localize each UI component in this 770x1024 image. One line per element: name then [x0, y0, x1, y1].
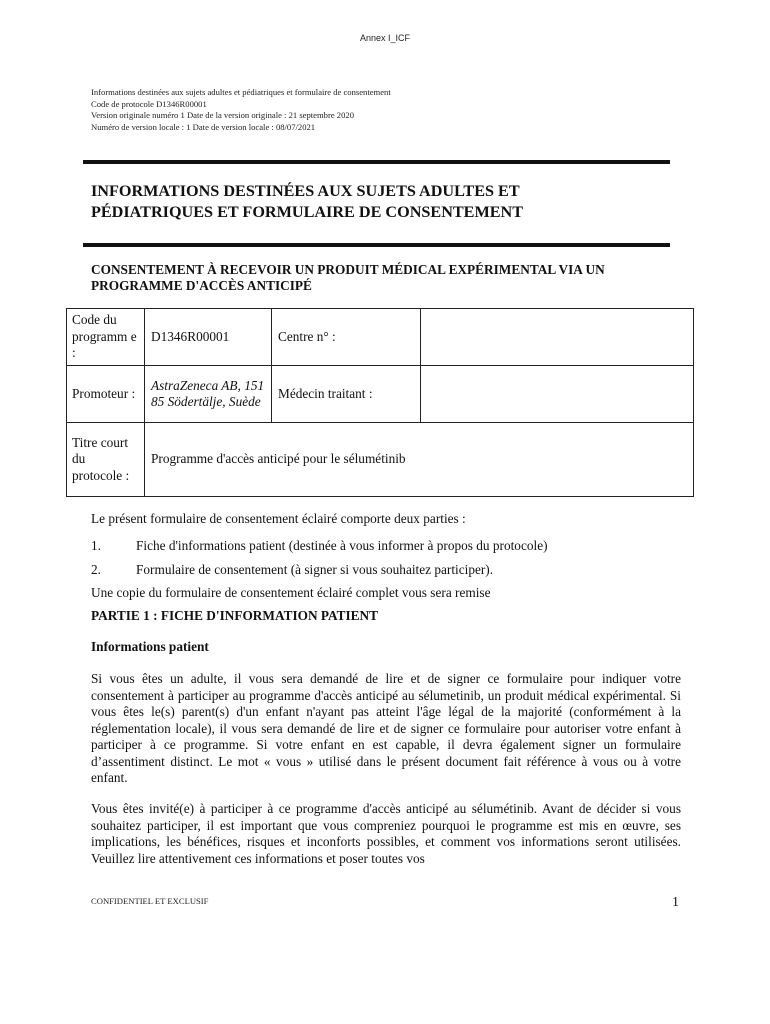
meta-line: Version originale numéro 1 Date de la version originale : 21 septembre 2020 — [91, 110, 354, 121]
title-top-rule — [83, 160, 670, 164]
table-row — [67, 423, 694, 497]
table-row — [67, 366, 694, 423]
document-subtitle — [91, 262, 681, 294]
center-number-value — [421, 309, 694, 366]
list-item — [91, 538, 548, 555]
list-text: Formulaire de consentement (à signer si vous souhaitez participer). — [136, 562, 494, 577]
program-code-value: D1346R00001 — [145, 309, 272, 366]
meta-line: Numéro de version locale : 1 Date de version locale : 08/07/2021 — [91, 121, 316, 132]
table-row — [67, 309, 694, 366]
center-number-label: Centre n° : — [272, 309, 421, 366]
meta-line: Informations destinées aux sujets adultes et pédiatriques et formulaire de consentement — [91, 87, 391, 97]
list-text: Fiche d'informations patient (destinée à vous informer à propos du protocole) — [136, 538, 548, 553]
document-title — [91, 181, 671, 223]
part-heading: PARTIE 1 : FICHE D'INFORMATION PATIENT — [91, 608, 379, 623]
list-number: 2. — [91, 562, 101, 577]
consent-intro: Le présent formulaire de consentement éclairé comporte deux parties : — [91, 511, 466, 526]
title-line-1: INFORMATIONS DESTINÉES AUX SUJETS ADULTES ET — [91, 182, 520, 200]
short-title-label: Titre court du protocole : — [67, 423, 145, 497]
sponsor-value: AstraZeneca AB, 151 85 Södertälje, Suède — [145, 366, 272, 423]
copy-notice: Une copie du formulaire de consentement éclairé complet vous sera remise — [91, 585, 491, 600]
subtitle-line-2: PROGRAMME D'ACCÈS ANTICIPÉ — [91, 278, 312, 293]
meta-line: Code de protocole D1346R00001 — [91, 98, 207, 109]
short-title-value: Programme d'accès anticipé pour le sélumétinib — [145, 423, 694, 497]
list-number: 1. — [91, 538, 101, 553]
title-line-2: PÉDIATRIQUES ET FORMULAIRE DE CONSENTEMENT — [91, 203, 524, 221]
confidential-footer: CONFIDENTIEL ET EXCLUSIF — [91, 896, 209, 906]
section-heading: Informations patient — [91, 639, 209, 654]
subtitle-line-1: CONSENTEMENT À RECEVOIR UN PRODUIT MÉDICAL EXPÉRIMENTAL VIA UN — [91, 262, 605, 277]
treating-physician-value — [421, 366, 694, 423]
list-item — [91, 562, 493, 579]
paragraph: Vous êtes invité(e) à participer à ce programme d'accès anticipé au sélumétinib. Avant de décider si vous souhaitez participer, il est important que vous compreniez pourquoi le programme est mis en œuvre, ses implications, les bénéfices, risques et inconforts possibles, et comment vos informations seront utilisées. Veuillez lire attentivement ces informations et poser toutes vos — [91, 801, 681, 866]
page-number: 1 — [672, 895, 679, 910]
protocol-info-table — [66, 308, 694, 497]
annex-label: Annex I_ICF — [359, 33, 411, 43]
paragraph: Si vous êtes un adulte, il vous sera demandé de lire et de signer ce formulaire pour indiquer votre consentement à participer au programme d'accès anticipé au sélumetinib, un produit médical expérimental. Si vous êtes le(s) parent(s) d'un enfant n'ayant pas atteint l'âge légal de la majorité (conformément à la réglementation locale), il vous sera demandé de lire et de signer ce formulaire pour autoriser votre enfant à participer à ce programme. Si votre enfant en est capable, il devra également signer un formulaire d’assentiment distinct. Le mot « vous » utilisé dans le présent document fait référence à vous ou à votre enfant. — [91, 671, 681, 785]
title-bottom-rule — [83, 243, 670, 247]
sponsor-label: Promoteur : — [67, 366, 145, 423]
program-code-label: Code du programm e : — [67, 309, 145, 366]
document-metadata — [91, 87, 391, 133]
treating-physician-label: Médecin traitant : — [272, 366, 421, 423]
